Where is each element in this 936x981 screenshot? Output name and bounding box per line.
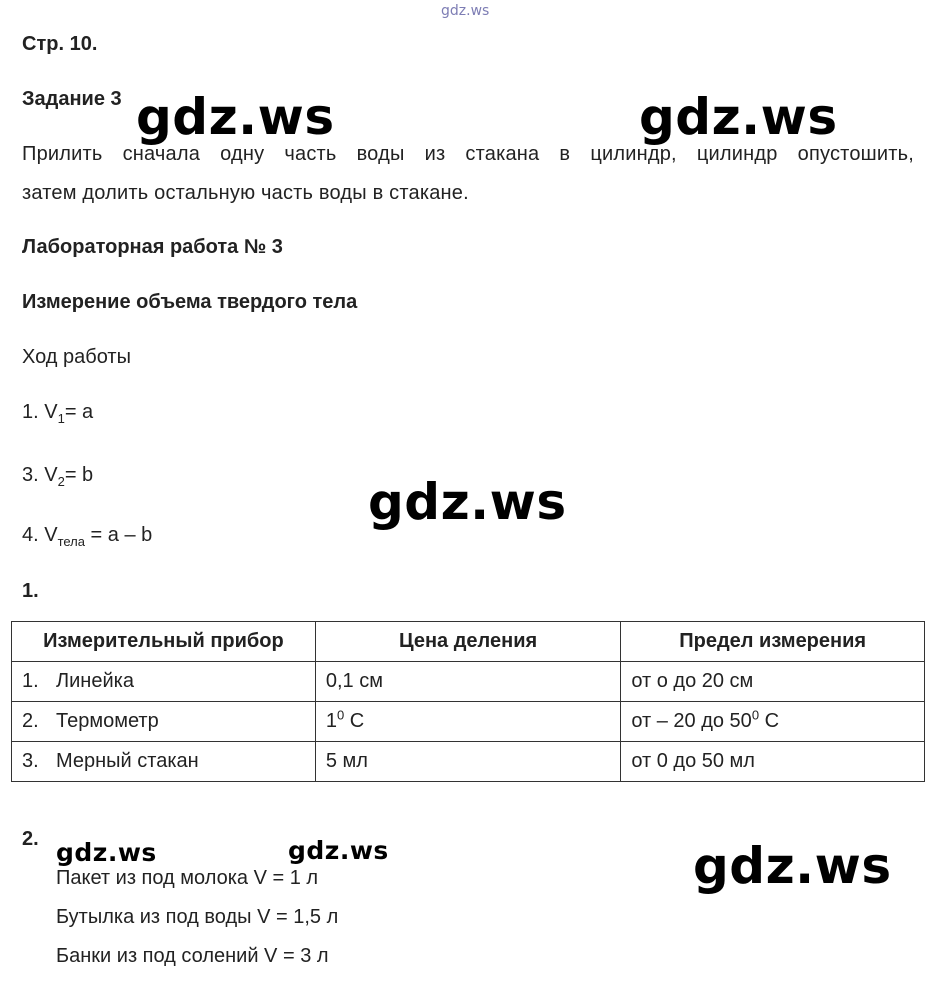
top-link[interactable]: gdz.ws [441,3,490,19]
header-device: Измерительный прибор [12,622,316,662]
volume-item: Пакет из под молока V = 1 л [56,867,319,889]
step-4-suffix: = a – b [85,524,153,546]
division-value: 0,1 см [325,670,383,692]
step-4-sub: тела [57,534,85,549]
task-text-line1: Прилить сначала одну часть воды из стакана в цилиндр, цилиндр опустошить, [22,143,914,165]
watermark-text: gdz.ws [693,837,892,895]
step-1 [22,400,93,424]
header-limit: Предел измерения [621,622,925,662]
instruments-table [11,621,925,782]
step-1-prefix: 1. V [22,401,58,423]
limit-value: от 0 до 50 мл [631,750,755,772]
limit-cell [621,662,925,702]
device-name: Мерный стакан [56,750,199,772]
volume-item: Бутылка из под воды V = 1,5 л [56,906,339,928]
division-value: 1 [325,710,337,732]
section-1-label: 1. [22,580,39,602]
step-3-prefix: 3. V [22,464,58,486]
watermark-text: gdz.ws [56,838,157,867]
division-value: 5 мл [325,750,368,772]
limit-value: от о до 20 см [631,670,754,692]
device-cell [12,662,316,702]
limit-value: от – 20 до 50 [631,710,752,732]
table-row [12,662,925,702]
row-number: 3. [22,750,39,772]
step-4 [22,523,152,547]
limit-unit: С [759,710,780,732]
table-header-row [12,622,925,662]
watermark-text: gdz.ws [368,473,567,531]
step-1-sub: 1 [57,411,65,426]
limit-cell [621,702,925,742]
task-text-line2: затем долить остальную часть воды в стакане. [22,182,469,204]
division-cell [315,742,620,782]
table-row [12,742,925,782]
limit-degree: 0 [751,707,760,723]
procedure-title: Ход работы [22,346,131,368]
header-division: Цена деления [315,622,620,662]
section-2-label: 2. [22,828,39,850]
division-cell [315,702,620,742]
volume-item: Банки из под солений V = 3 л [56,945,329,967]
division-degree: 0 [336,707,345,723]
lab-title: Лабораторная работа № 3 [22,236,283,258]
row-number: 2. [22,710,39,732]
step-3-suffix: = b [64,464,94,486]
device-name: Термометр [56,710,159,732]
device-name: Линейка [56,670,134,692]
device-cell [12,742,316,782]
table-row [12,702,925,742]
watermark-text: gdz.ws [288,836,389,865]
watermark-text: gdz.ws [136,88,335,146]
page-label: Стр. 10. [22,33,98,55]
task-title: Задание 3 [22,88,122,110]
step-3 [22,463,93,487]
division-unit: С [344,710,365,732]
device-cell [12,702,316,742]
limit-cell [621,742,925,782]
step-1-suffix: = a [64,401,94,423]
step-3-sub: 2 [57,474,65,489]
row-number: 1. [22,670,39,692]
step-4-prefix: 4. V [22,524,58,546]
lab-subtitle: Измерение объема твердого тела [22,291,358,313]
division-cell [315,662,620,702]
watermark-text: gdz.ws [639,88,838,146]
